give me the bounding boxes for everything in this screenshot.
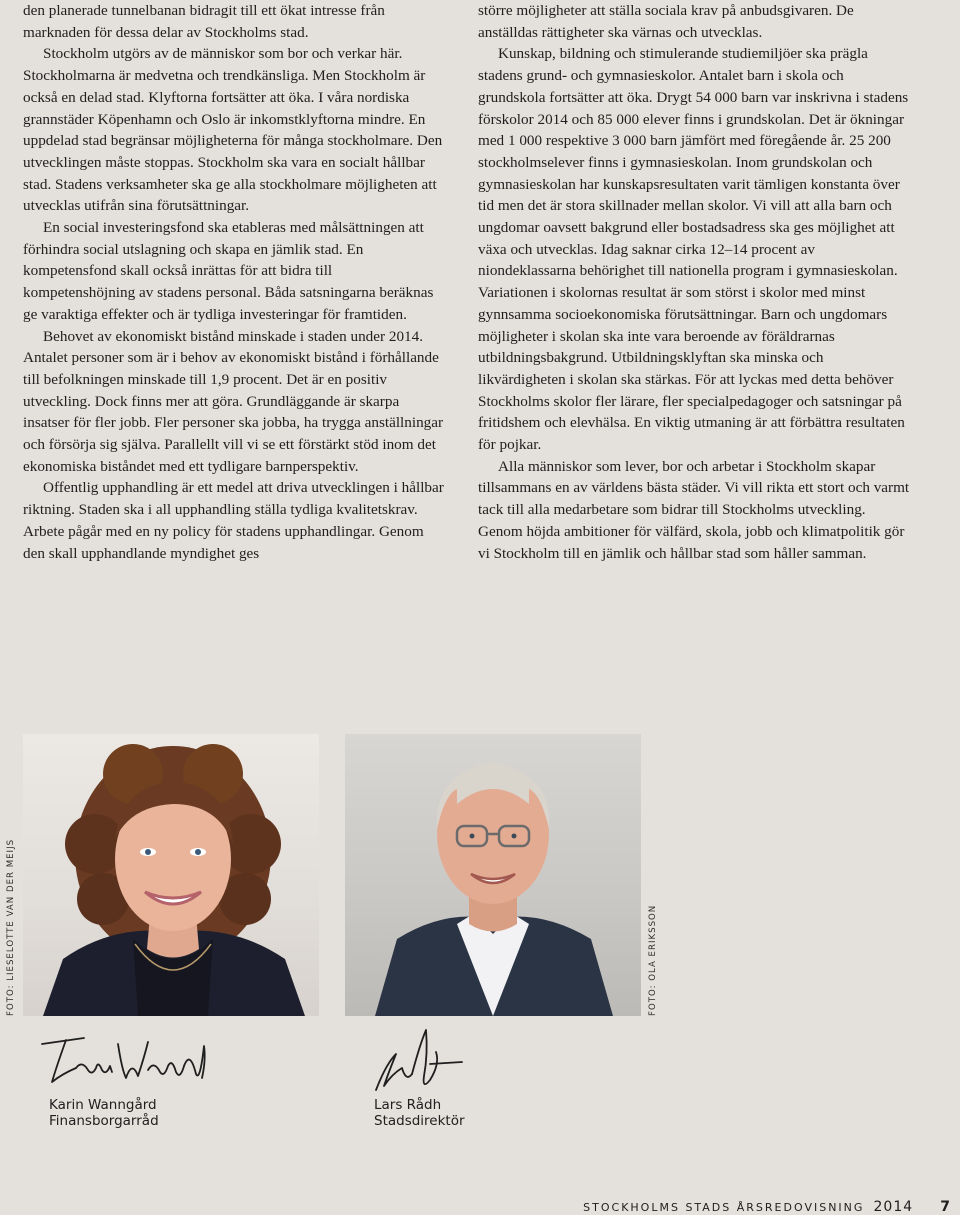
paragraph: Alla människor som lever, bor och arbetar i Stockholm skapar tillsammans en av världens bästa städer. Vi vill rikta ett stort och varmt tack till alla medarbetare som bidrar till Stockholms utveckling. Genom höjda ambitioner för välfärd, skola, jobb och klimatpolitik gör vi Stockholm till en jämlik och hållbar stad som håller samman. bbox=[478, 457, 910, 562]
signer-block-lars bbox=[374, 1097, 465, 1129]
paragraph: den planerade tunnelbanan bidragit till ett ökat intresse från marknaden för dessa delar av Stockholms stad. bbox=[23, 2, 385, 41]
portrait-lars-radh bbox=[345, 734, 641, 1016]
report-year: 2014 bbox=[873, 1199, 914, 1215]
signature-lars-radh bbox=[366, 1024, 466, 1100]
photo-credit: FOTO: OLA ERIKSSON bbox=[648, 904, 658, 1016]
signer-block-karin bbox=[49, 1097, 159, 1129]
paragraph: Behovet av ekonomiskt bistånd minskade i staden under 2014. Antalet personer som är i behov av ekonomiskt bistånd i förhållande till befolkningen minskade till 1,9 procent. Det är en positiv utveckling. Dock finns mer att göra. Grundläggande är skarpa insatser för fler jobb. Fler personer ska jobba, ha trygga anställningar och försörja sig själva. Parallellt vill vi se ett förstärkt stöd inom det ekonomiska biståndet med ett tydligare barnperspektiv. bbox=[23, 327, 444, 475]
signer-title: Finansborgarråd bbox=[49, 1113, 159, 1129]
paragraph: större möjligheter att ställa sociala krav på anbudsgivaren. De anställdas rättigheter ska värnas och utvecklas. bbox=[478, 2, 854, 41]
page-footer bbox=[583, 1196, 950, 1215]
signer-name: Karin Wanngård bbox=[49, 1097, 157, 1113]
paragraph: En social investeringsfond ska etableras med målsättningen att förhindra social utslagning och skapa en jämlik stad. En kompetensfond skall också inrättas för att bidra till kompetenshöjning av stadens personal. Båda satsningarna beräknas ge varaktiga effekter och är tydliga investeringar för framtiden. bbox=[23, 219, 434, 323]
signature-karin-wanngard bbox=[36, 1030, 211, 1098]
paragraph: Kunskap, bildning och stimulerande studiemiljöer ska prägla stadens grund- och gymnasieskolor. Antalet barn i skola och grundskola fortsätter att öka. Drygt 54 000 barn var inskrivna i stadens förskolor 2014 och 85 000 elever finns i grundskolan. Det är ökningar med 1 000 respektive 3 000 barn jämfört med föregående år. 25 200 stockholmselever finns i gymnasieskolan. Inom grundskolan och gymnasieskolan har kunskapsresultaten varit tämligen konstanta över tid men det är stora skillnader mellan skolor. Vi vill att alla barn och ungdomar oavsett bakgrund eller bostadsadress ska ges möjlighet att växa och utvecklas. Idag saknar cirka 12–14 procent av niondeklassarna behörighet till nationella program i gymnasieskolan. Variationen i skolornas resultat är som störst i skolor med minst gynnsamma socioekonomiska förutsättningar. Barn och ungdomars möjligheter i skolan ska inte vara beroende av föräldrarnas utbildningsbakgrund. Utbildningsklyftan ska minska och likvärdigheten i skolan ska stärkas. För att lyckas med detta behöver Stockholms skolor fler lärare, fler specialpedagoger och satsningar på fritidshem och elevhälsa. En viktig utmaning är att förbättra resultaten för pojkar. bbox=[478, 45, 909, 454]
paragraph: Stockholm utgörs av de människor som bor och verkar här. Stockholmarna är medvetna och trendkänsliga. Men Stockholm är också en delad stad. Klyftorna fortsätter att öka. I våra nordiska grannstäder Köpenhamn och Oslo är inkomstklyftorna mindre. En uppdelad stad begränsar möjligheterna för många stockholmare. Den utvecklingen måste stoppas. Stockholm ska vara en socialt hållbar stad. Stadens verksamheter ska ge alla stockholmare möjligheten att utvecklas utifrån sina förutsättningar. bbox=[23, 45, 443, 215]
signer-title: Stadsdirektör bbox=[374, 1113, 465, 1129]
page-number: 7 bbox=[940, 1199, 950, 1215]
signer-name: Lars Rådh bbox=[374, 1097, 442, 1113]
photo-credit: FOTO: LIESELOTTE VAN DER MEIJS bbox=[6, 838, 16, 1016]
portrait-karin-wanngard bbox=[23, 734, 319, 1016]
report-title: STOCKHOLMS STADS ÅRSREDOVISNING bbox=[583, 1201, 865, 1214]
text-column-left bbox=[23, 0, 447, 564]
text-column-right bbox=[478, 0, 914, 564]
paragraph: Offentlig upphandling är ett medel att driva utvecklingen i hållbar riktning. Staden ska i all upphandling ställa tydliga kvalitetskrav. Arbete pågår med en ny policy för stadens upphandlingar. Genom den skall upphandlande myndighet ges bbox=[23, 479, 444, 562]
